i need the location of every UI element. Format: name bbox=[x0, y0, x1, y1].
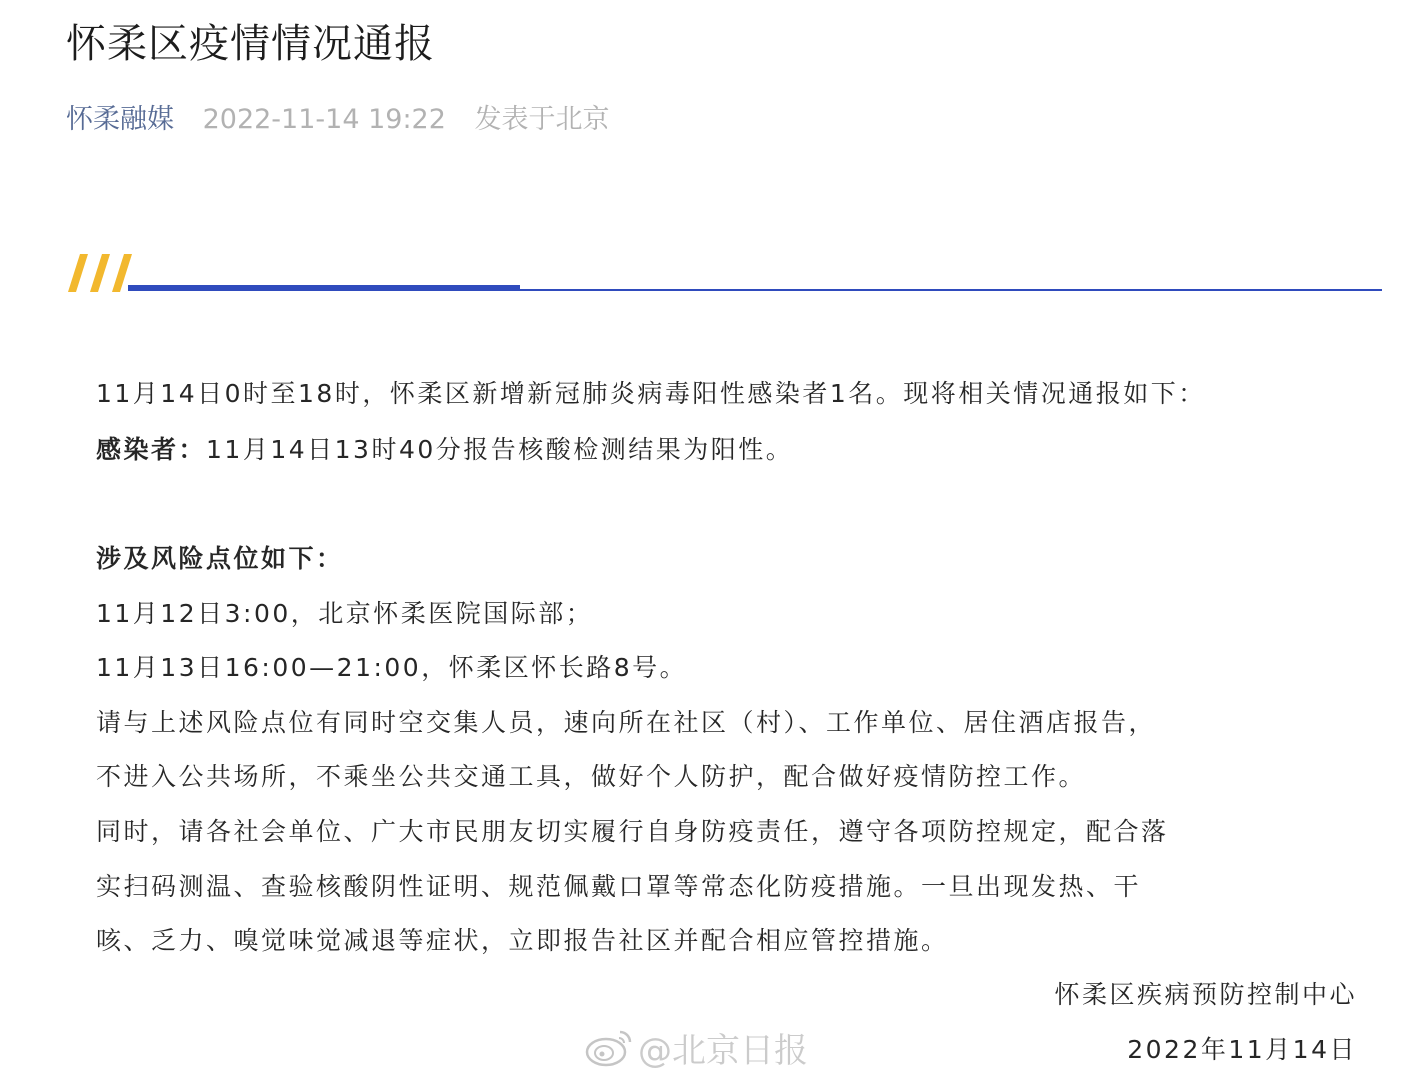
risk-heading: 涉及风险点位如下： bbox=[96, 544, 344, 573]
publish-location: 发表于北京 bbox=[474, 104, 610, 135]
section-divider bbox=[66, 252, 1382, 294]
publish-datetime: 2022-11-14 19:22 bbox=[202, 104, 446, 135]
case-paragraph bbox=[96, 432, 1366, 468]
slash-stripes-icon bbox=[68, 254, 132, 292]
notice-line-1: 请与上述风险点位有同时空交集人员，速向所在社区（村）、工作单位、居住酒店报告， bbox=[96, 708, 1157, 737]
watermark-text: @北京日报 bbox=[638, 1030, 808, 1071]
risk-point-1: 11月12日3:00，北京怀柔医院国际部； bbox=[96, 599, 594, 628]
case-text: 11月14日13时40分报告核酸检测结果为阳性。 bbox=[206, 435, 794, 464]
divider-thin-line bbox=[520, 289, 1382, 291]
notice-line-5: 咳、乏力、嗅觉味觉减退等症状，立即报告社区并配合相应管控措施。 bbox=[96, 926, 949, 955]
watermark bbox=[584, 1024, 808, 1070]
risk-point-2: 11月13日16:00—21:00，怀柔区怀长路8号。 bbox=[96, 653, 688, 682]
author-link[interactable]: 怀柔融媒 bbox=[66, 104, 174, 135]
signature-date: 2022年11月14日 bbox=[1127, 1035, 1357, 1064]
intro-paragraph: 11月14日0时至18时，怀柔区新增新冠肺炎病毒阳性感染者1名。现将相关情况通报如下： bbox=[96, 379, 1206, 408]
divider-thick-bar bbox=[128, 285, 520, 291]
article-meta bbox=[66, 100, 610, 140]
article-title: 怀柔区疫情情况通报 bbox=[66, 21, 435, 67]
case-label: 感染者： bbox=[96, 435, 207, 464]
notice-line-3: 同时，请各社会单位、广大市民朋友切实履行自身防疫责任，遵守各项防控规定，配合落 bbox=[96, 817, 1169, 846]
signature-org: 怀柔区疾病预防控制中心 bbox=[1054, 980, 1357, 1009]
notice-line-2: 不进入公共场所，不乘坐公共交通工具，做好个人防护，配合做好疫情防控工作。 bbox=[96, 762, 1087, 791]
weibo-icon bbox=[584, 1026, 634, 1068]
notice-line-4: 实扫码测温、查验核酸阴性证明、规范佩戴口罩等常态化防疫措施。一旦出现发热、干 bbox=[96, 872, 1142, 901]
